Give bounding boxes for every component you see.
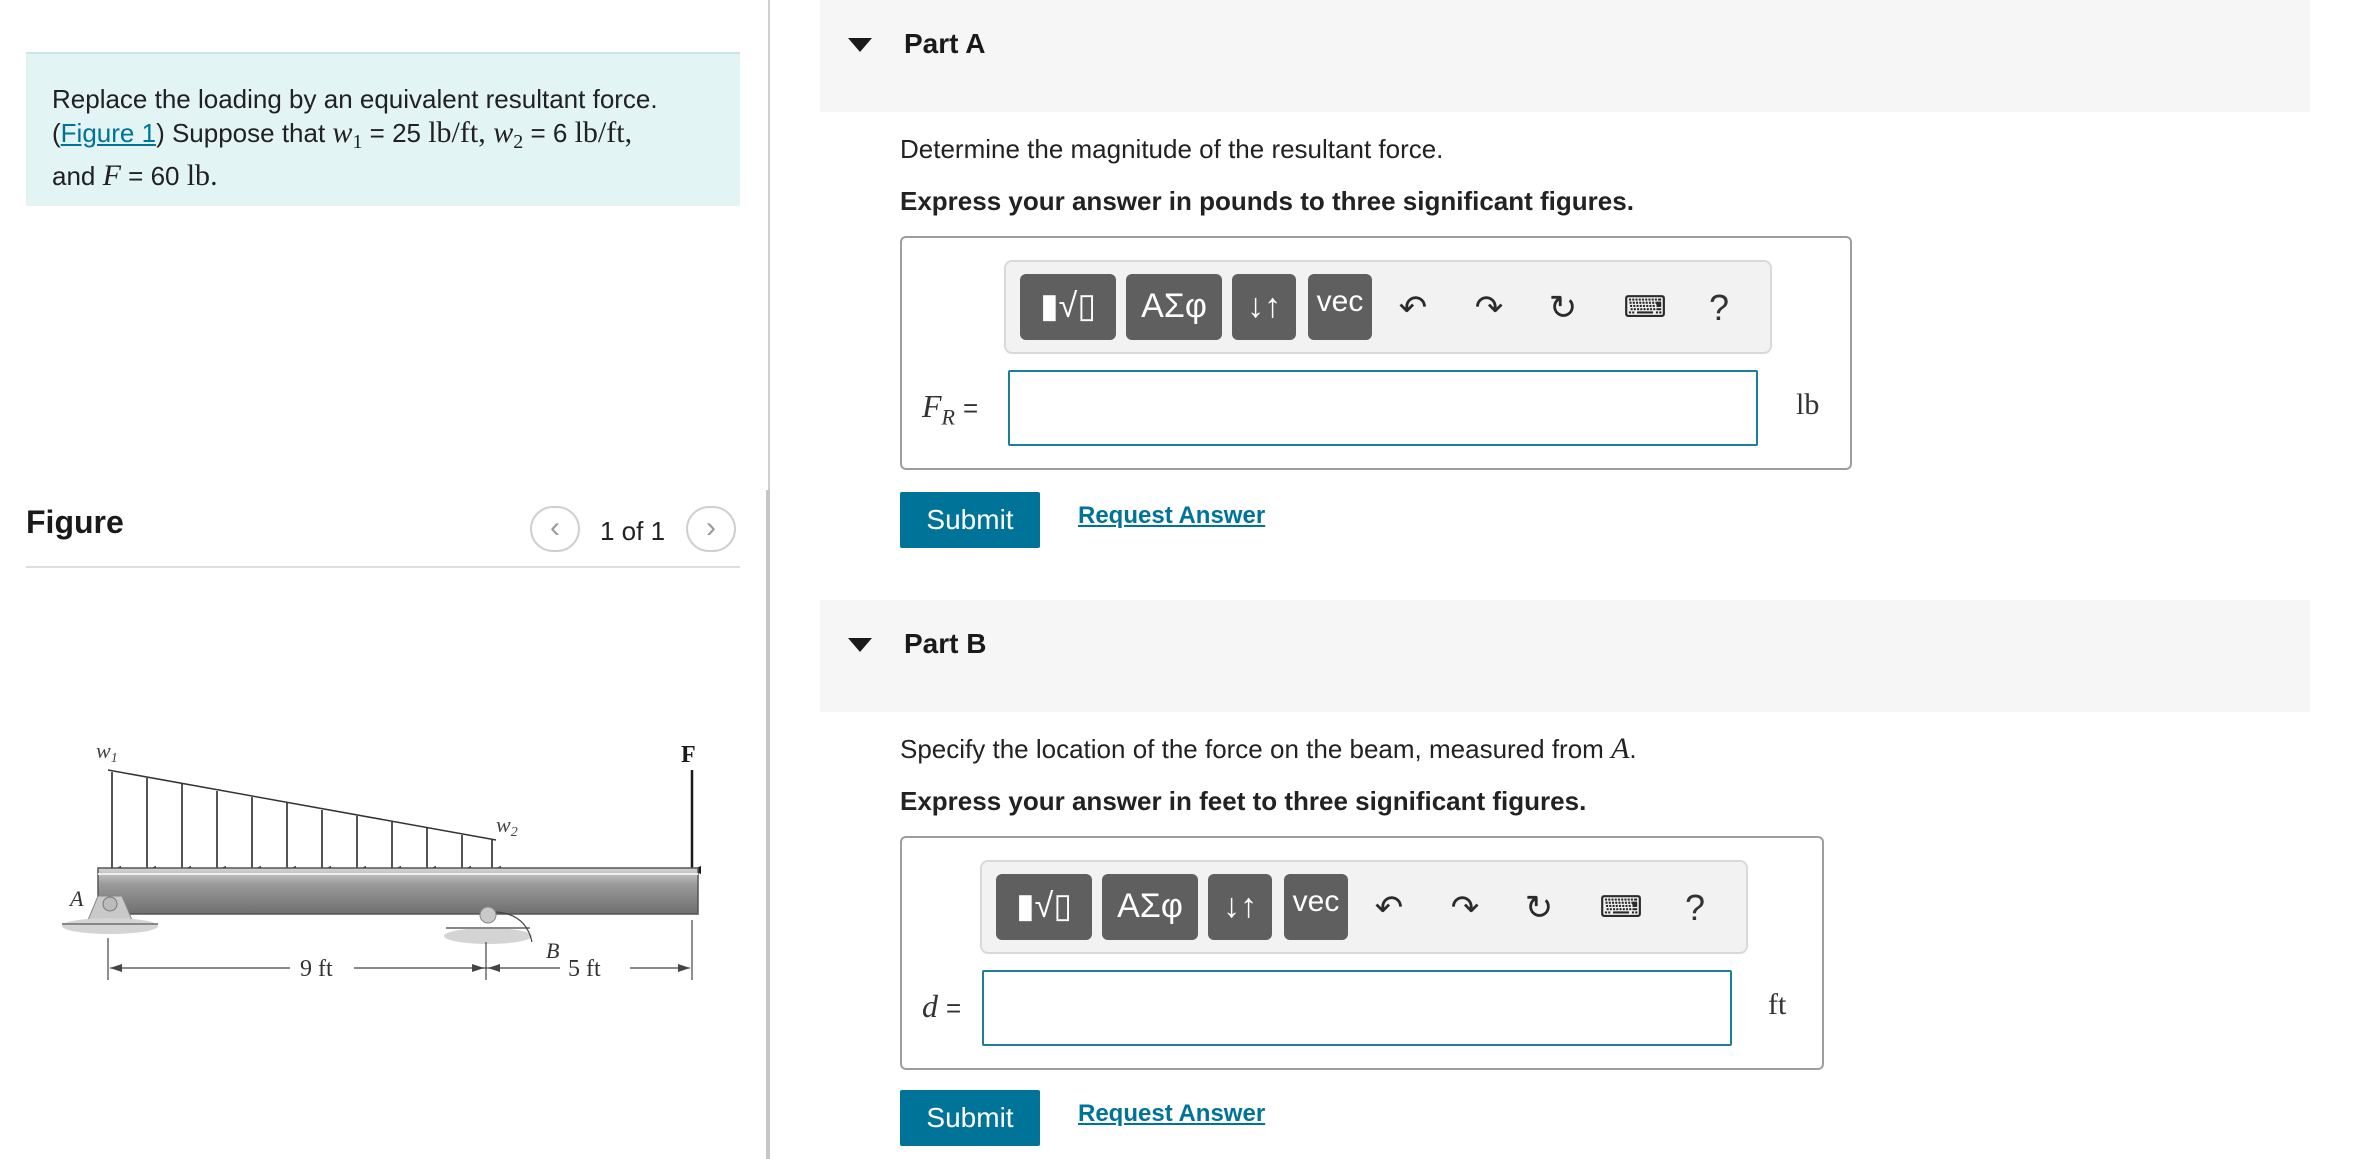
part-b-submit-button[interactable]: Submit <box>900 1090 1040 1146</box>
load-top-line <box>108 770 496 840</box>
part-b-question-symbol: A <box>1611 732 1630 765</box>
undo-icon[interactable]: ↶ <box>1374 889 1404 927</box>
previous-figure-button[interactable] <box>530 506 580 552</box>
keyboard-icon[interactable]: ⌨ <box>1623 291 1667 324</box>
left-panel <box>0 0 768 1159</box>
F-value: = 60 <box>120 161 187 192</box>
part-b-answer-box <box>900 836 1824 1070</box>
part-b-lhs-symbol: d <box>922 988 938 1024</box>
keyboard-icon[interactable]: ⌨ <box>1599 891 1643 924</box>
svg-text:w1 <box>96 738 118 766</box>
part-a-header[interactable] <box>820 0 2310 112</box>
undo-icon[interactable]: ↶ <box>1398 289 1428 327</box>
greek-symbols-button[interactable]: ΑΣφ <box>1102 874 1198 940</box>
fig-B-label: B <box>546 938 560 963</box>
part-a-unit: lb <box>1796 388 1820 421</box>
F-unit: lb <box>186 159 211 193</box>
w1-sub: 1 <box>352 131 363 154</box>
part-b-lhs-eq: = <box>946 993 962 1023</box>
fig-w1-label: w <box>96 738 111 763</box>
part-b-request-answer-link[interactable]: Request Answer <box>1078 1100 1266 1127</box>
chevron-right-icon: › <box>706 511 716 544</box>
templates-button[interactable] <box>996 874 1092 940</box>
part-a-question: Determine the magnitude of the resultant force. <box>900 134 1444 164</box>
and-text: and <box>52 161 103 192</box>
part-a-lhs-symbol: F <box>922 388 942 424</box>
w1-symbol: w <box>332 116 353 149</box>
redo-icon[interactable]: ↷ <box>1474 289 1504 327</box>
fig-w2-label: w <box>496 812 511 837</box>
part-a-answer-box <box>900 236 1852 470</box>
dimension-lines <box>108 920 692 980</box>
part-a-instruction: Express your answer in pounds to three significant figures. <box>900 186 1634 216</box>
vector-button[interactable]: vec <box>1308 274 1372 340</box>
vector-button[interactable]: vec <box>1284 874 1348 940</box>
part-a-math-toolbar <box>1004 260 1772 354</box>
fig-A-label: A <box>70 886 84 911</box>
w1-value: = 25 <box>362 118 429 148</box>
reset-icon[interactable]: ↻ <box>1548 289 1578 327</box>
figure-page-count: 1 of 1 <box>600 516 666 546</box>
part-b-question-end: . <box>1629 734 1637 764</box>
next-figure-button[interactable] <box>686 506 736 552</box>
subscript-superscript-button[interactable]: ↓↑ <box>1232 274 1296 340</box>
w2-symbol: w <box>493 116 514 149</box>
collapse-triangle-icon[interactable] <box>848 38 872 52</box>
reset-icon[interactable]: ↻ <box>1524 889 1554 927</box>
figure-title: Figure <box>26 504 124 540</box>
w1-unit: lb/ft <box>428 116 479 149</box>
part-b-question-text: Specify the location of the force on the beam, measured from <box>900 734 1612 764</box>
fig-F-label: F <box>681 742 696 768</box>
F-symbol: F <box>102 159 121 193</box>
part-a-submit-button[interactable]: Submit <box>900 492 1040 548</box>
part-a-answer-input[interactable] <box>1008 370 1758 446</box>
part-a-lhs <box>922 388 978 430</box>
problem-statement: Replace the loading by an equivalent resultant force. (Figure 1) Suppose that $w_1 = 25$ lb/ft, $w_2 = 6$ lb/ft, and F = 60 lb. <box>26 52 740 206</box>
part-a-title: Part A <box>904 28 986 59</box>
part-a-lhs-eq: = <box>963 393 979 423</box>
fig-w2-sub: 2 <box>510 825 518 840</box>
w2-value: = 6 <box>523 118 575 148</box>
part-b-lhs <box>922 988 961 1025</box>
load-arrows <box>112 772 492 870</box>
part-b-unit: ft <box>1768 988 1787 1021</box>
part-b-header[interactable] <box>820 600 2310 712</box>
part-b-question <box>900 732 1637 766</box>
problem-suppose: Suppose that <box>164 118 333 148</box>
problem-intro: Replace the loading by an equivalent resultant force. <box>52 84 658 114</box>
fig-w1-sub: 1 <box>110 751 118 766</box>
templates-button[interactable] <box>1020 274 1116 340</box>
help-button[interactable]: ? <box>1684 887 1706 928</box>
figure-link[interactable]: Figure 1 <box>60 118 157 148</box>
collapse-triangle-icon[interactable] <box>848 638 872 652</box>
part-a-lhs-sub: R <box>941 404 955 430</box>
beam-figure <box>40 710 740 1030</box>
part-b-title: Part B <box>904 628 987 659</box>
templates-icon: ▮√▯ <box>1015 887 1073 925</box>
w2-unit: lb/ft <box>574 116 625 149</box>
svg-text:w2 <box>496 812 518 840</box>
greek-symbols-button[interactable]: ΑΣφ <box>1126 274 1222 340</box>
part-b-math-toolbar <box>980 860 1748 954</box>
part-b-instruction: Express your answer in feet to three significant figures. <box>900 786 1587 816</box>
dim-5ft-label: 5 ft <box>568 956 601 982</box>
panel-resize-handle[interactable] <box>766 490 770 1159</box>
chevron-left-icon: ‹ <box>550 511 560 544</box>
part-a-request-answer-link[interactable]: Request Answer <box>1078 502 1266 529</box>
w2-sub: 2 <box>513 131 524 154</box>
redo-icon[interactable]: ↷ <box>1450 889 1480 927</box>
help-button[interactable]: ? <box>1708 287 1730 328</box>
dim-9ft-label: 9 ft <box>300 956 333 982</box>
subscript-superscript-button[interactable]: ↓↑ <box>1208 874 1272 940</box>
figure-header <box>26 500 740 568</box>
part-b-answer-input[interactable] <box>982 970 1732 1046</box>
templates-icon: ▮√▯ <box>1039 287 1097 325</box>
